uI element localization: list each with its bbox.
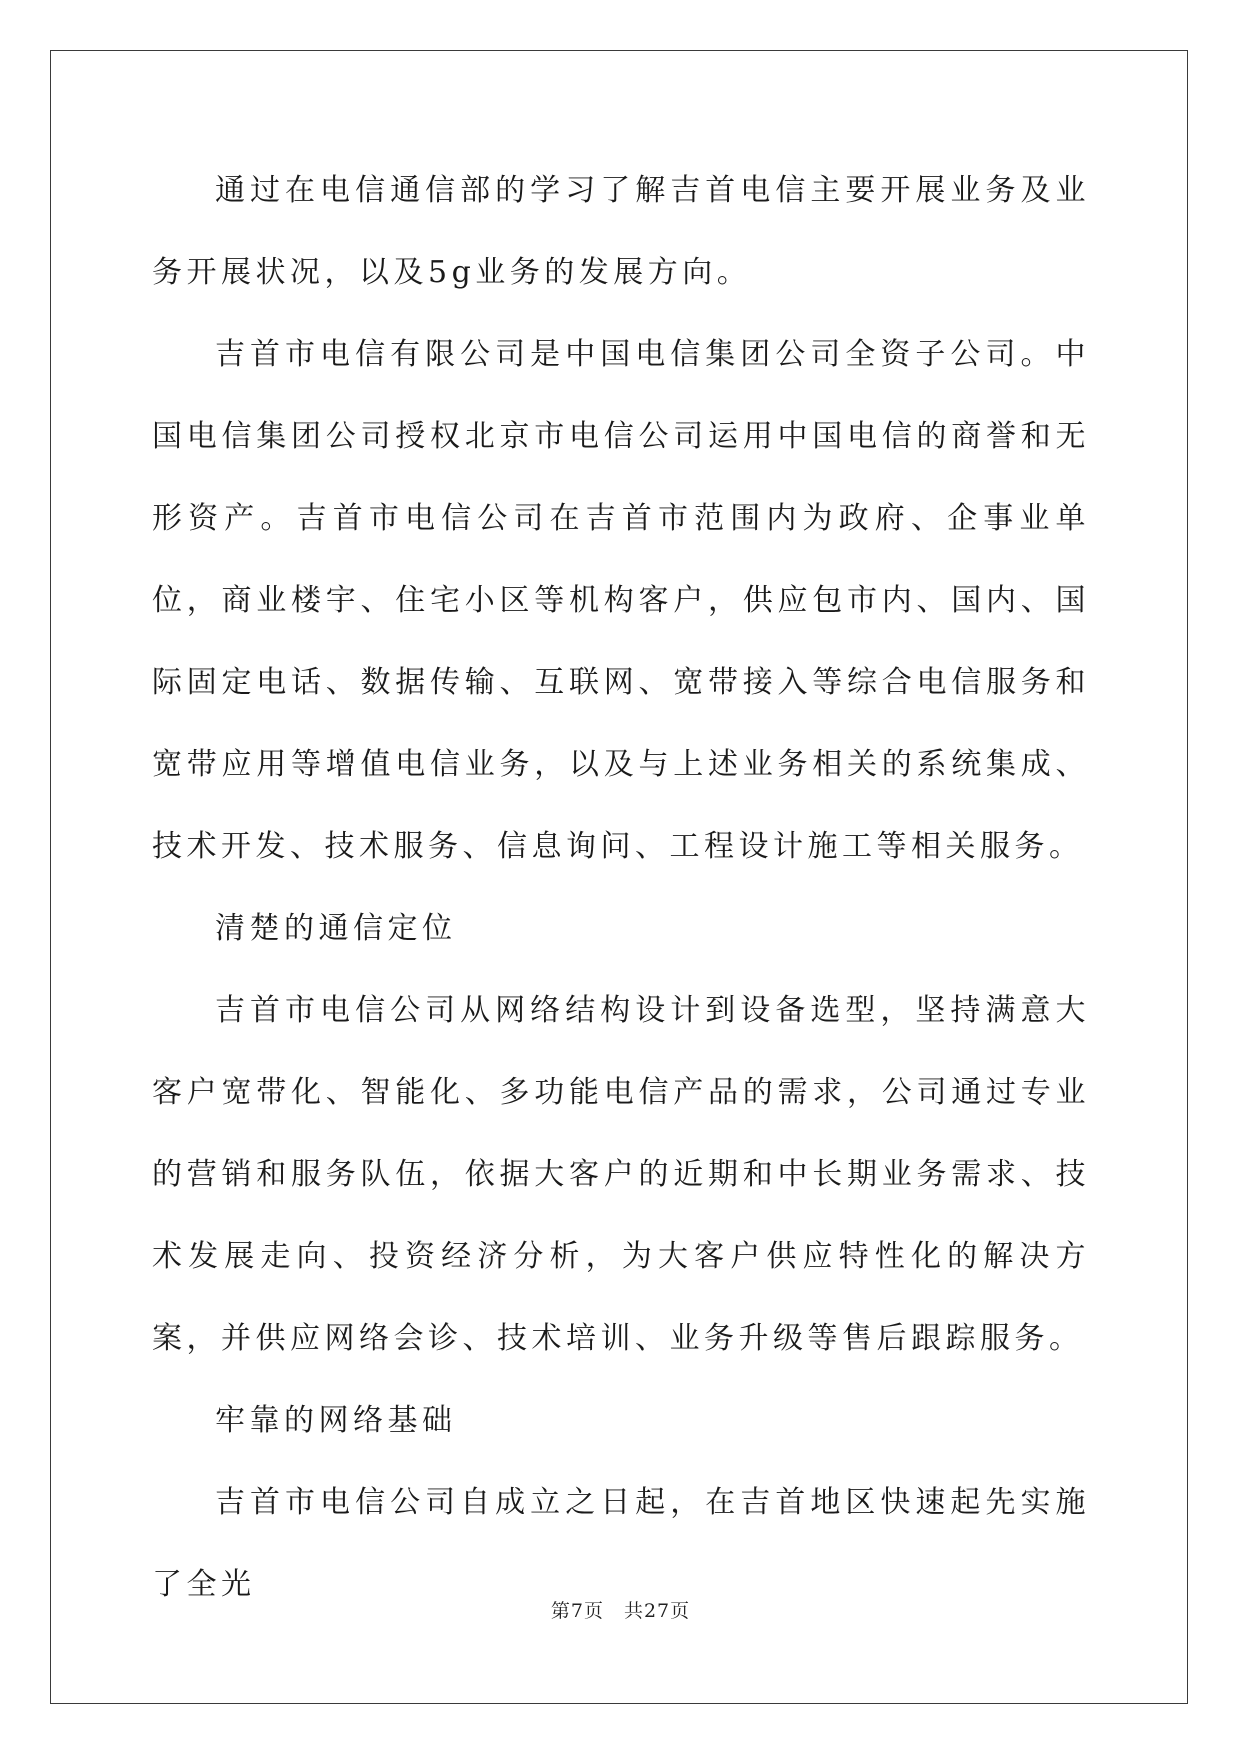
paragraph-network: 吉首市电信公司自成立之日起，在吉首地区快速起先实施了全光 [152, 1485, 1090, 1602]
paragraph-intro: 通过在电信通信部的学习了解吉首电信主要开展业务及业务开展状况，以及5g业务的发展方向。 [152, 173, 1090, 290]
page-number-footer: 第7页 共27页 [550, 1600, 691, 1622]
document-body [152, 150, 1090, 1626]
paragraph-company-overview: 吉首市电信有限公司是中国电信集团公司全资子公司。中国电信集团公司授权北京市电信公司运用中国电信的商誉和无形资产。吉首市电信公司在吉首市范围内为政府、企事业单位，商业楼宇、住宅小区等机构客户，供应包市内、国内、国际固定电话、数据传输、互联网、宽带接入等综合电信服务和宽带应用等增值电信业务，以及与上述业务相关的系统集成、技术开发、技术服务、信息询问、工程设计施工等相关服务。 [152, 337, 1090, 864]
heading-network: 牢靠的网络基础 [215, 1403, 457, 1438]
heading-positioning: 清楚的通信定位 [215, 911, 457, 946]
paragraph-positioning: 吉首市电信公司从网络结构设计到设备选型，坚持满意大客户宽带化、智能化、多功能电信产品的需求，公司通过专业的营销和服务队伍，依据大客户的近期和中长期业务需求、技术发展走向、投资经济分析，为大客户供应特性化的解决方案，并供应网络会诊、技术培训、业务升级等售后跟踪服务。 [152, 993, 1090, 1356]
